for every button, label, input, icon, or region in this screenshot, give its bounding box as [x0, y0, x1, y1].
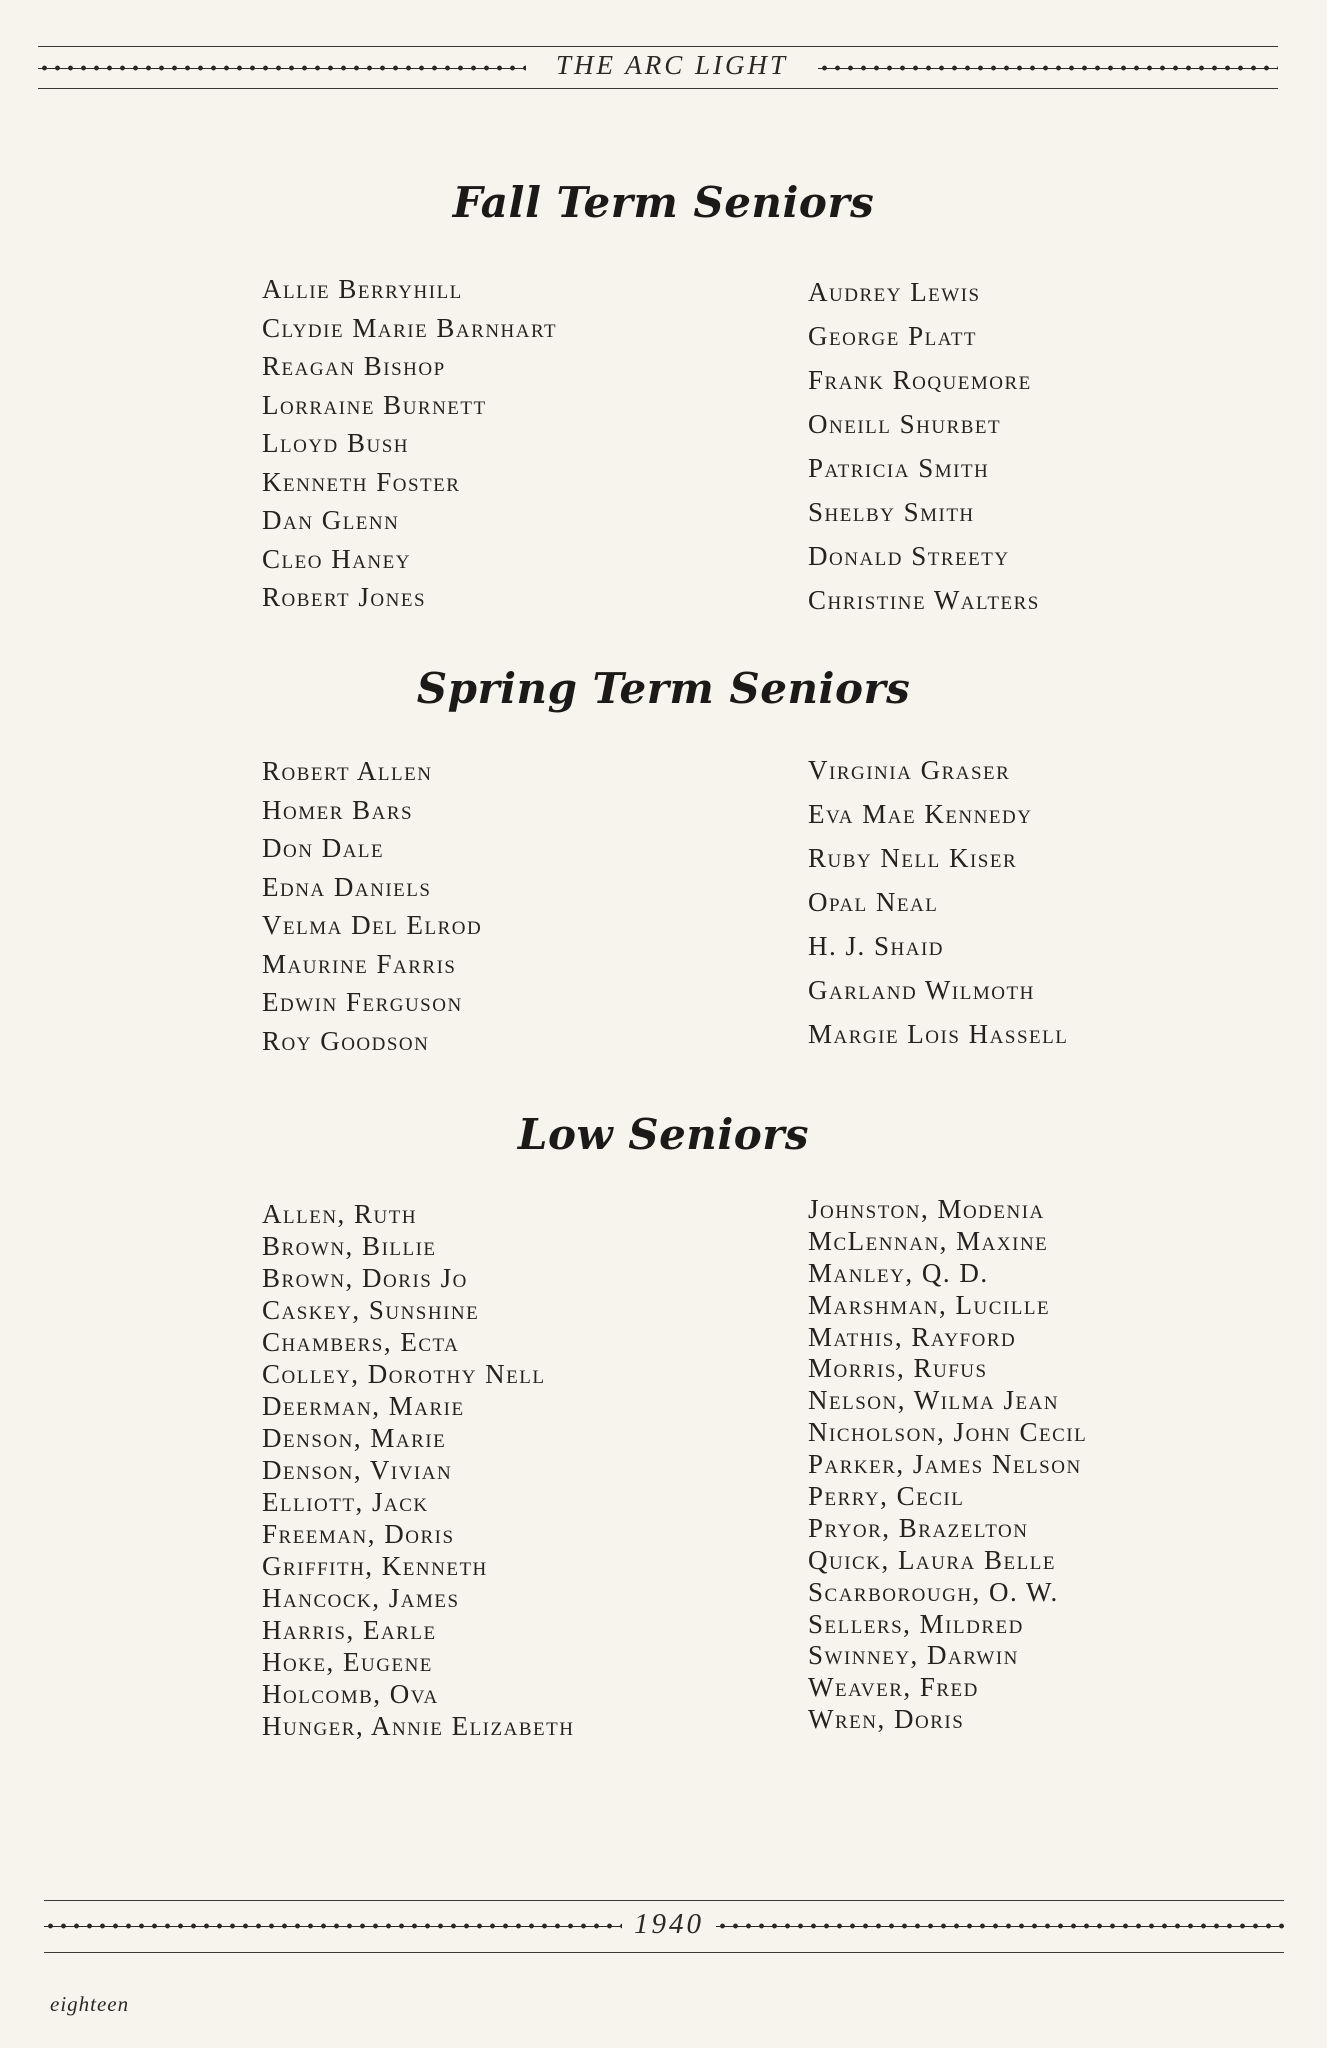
senior-name: Donald Streety	[808, 541, 1010, 571]
senior-name: Velma Del Elrod	[262, 910, 483, 940]
senior-name: Eva Mae Kennedy	[808, 799, 1033, 829]
senior-name: Harris, Earle	[262, 1615, 437, 1645]
senior-name: Mathis, Rayford	[808, 1321, 1017, 1352]
senior-name: Oneill Shurbet	[808, 409, 1002, 439]
senior-name: Audrey Lewis	[808, 277, 981, 307]
footer-year: 1940	[634, 1908, 704, 1940]
header-bead-border-right	[818, 64, 1278, 72]
senior-name: Manley, Q. D.	[808, 1257, 989, 1288]
senior-name: Kenneth Foster	[262, 466, 461, 497]
senior-name: Nelson, Wilma Jean	[808, 1385, 1060, 1416]
senior-name: Frank Roquemore	[808, 365, 1032, 395]
senior-name: Nicholson, John Cecil	[808, 1417, 1088, 1448]
senior-name: H. J. Shaid	[808, 931, 945, 961]
senior-name: Johnston, Modenia	[808, 1194, 1045, 1224]
senior-name: Cleo Haney	[262, 543, 411, 574]
senior-name: Shelby Smith	[808, 497, 975, 527]
spring-term-list-left	[262, 752, 482, 1060]
senior-name: Ruby Nell Kiser	[808, 843, 1018, 873]
senior-name: Allie Berryhill	[262, 274, 463, 304]
senior-name: Opal Neal	[808, 887, 939, 917]
page-header	[38, 44, 1278, 92]
senior-name: Clydie Marie Barnhart	[262, 312, 558, 343]
spring-term-heading: Spring Term Seniors	[416, 664, 911, 713]
senior-name: Robert Allen	[262, 756, 433, 786]
senior-name: Margie Lois Hassell	[808, 1019, 1069, 1049]
senior-name: McLennan, Maxine	[808, 1225, 1049, 1256]
page-footer	[44, 1896, 1284, 1956]
senior-name: Reagan Bishop	[262, 351, 446, 381]
senior-name: Hancock, James	[262, 1583, 460, 1613]
header-top-rule	[38, 46, 1278, 47]
senior-name: Sellers, Mildred	[808, 1608, 1024, 1639]
publication-title: THE ARC LIGHT	[555, 50, 789, 80]
senior-name: Patricia Smith	[808, 453, 990, 483]
low-seniors-list-right	[808, 1194, 1087, 1736]
footer-top-rule	[44, 1900, 1284, 1901]
footer-bottom-rule	[44, 1952, 1284, 1953]
senior-name: Allen, Ruth	[262, 1199, 418, 1229]
senior-name: Griffith, Kenneth	[262, 1551, 488, 1581]
fall-term-heading: Fall Term Seniors	[452, 178, 875, 227]
senior-name: George Platt	[808, 321, 978, 351]
header-bead-border-left	[38, 64, 526, 72]
senior-name: Marshman, Lucille	[808, 1289, 1051, 1320]
senior-name: Denson, Vivian	[262, 1455, 453, 1485]
senior-name: Lloyd Bush	[262, 428, 410, 458]
senior-name: Scarborough, O. W.	[808, 1576, 1059, 1607]
senior-name: Quick, Laura Belle	[808, 1544, 1056, 1575]
senior-name: Pryor, Brazelton	[808, 1512, 1029, 1543]
senior-name: Morris, Rufus	[808, 1353, 988, 1384]
senior-name: Perry, Cecil	[808, 1481, 965, 1512]
low-seniors-list-left	[262, 1198, 574, 1742]
fall-term-list-right	[808, 270, 1040, 622]
senior-name: Roy Goodson	[262, 1025, 430, 1056]
footer-bead-border-right	[716, 1922, 1284, 1930]
senior-name: Denson, Marie	[262, 1423, 447, 1453]
senior-name: Hunger, Annie Elizabeth	[262, 1711, 575, 1741]
fall-term-list-left	[262, 270, 557, 617]
senior-name: Weaver, Fred	[808, 1672, 979, 1703]
senior-name: Colley, Dorothy Nell	[262, 1359, 546, 1389]
senior-name: Robert Jones	[262, 582, 427, 612]
spring-term-list-right	[808, 748, 1068, 1056]
senior-name: Caskey, Sunshine	[262, 1295, 480, 1325]
senior-name: Elliott, Jack	[262, 1487, 429, 1517]
senior-name: Don Dale	[262, 833, 385, 863]
senior-name: Dan Glenn	[262, 505, 400, 535]
footer-bead-border-left	[44, 1922, 622, 1930]
senior-name: Maurine Farris	[262, 948, 457, 979]
senior-name: Wren, Doris	[808, 1704, 965, 1735]
senior-name: Parker, James Nelson	[808, 1449, 1082, 1480]
senior-name: Edwin Ferguson	[262, 987, 463, 1017]
senior-name: Edna Daniels	[262, 871, 432, 902]
senior-name: Chambers, Ecta	[262, 1327, 460, 1357]
senior-name: Freeman, Doris	[262, 1519, 455, 1549]
senior-name: Garland Wilmoth	[808, 975, 1035, 1005]
header-bottom-rule	[38, 88, 1278, 89]
senior-name: Lorraine Burnett	[262, 389, 487, 420]
senior-name: Hoke, Eugene	[262, 1647, 433, 1677]
low-seniors-heading: Low Seniors	[517, 1110, 810, 1159]
senior-name: Swinney, Darwin	[808, 1640, 1019, 1671]
page-number-label: eighteen	[50, 1992, 130, 2016]
senior-name: Homer Bars	[262, 794, 414, 825]
senior-name: Brown, Billie	[262, 1231, 437, 1261]
senior-name: Virginia Graser	[808, 755, 1011, 785]
senior-name: Christine Walters	[808, 585, 1040, 615]
senior-name: Deerman, Marie	[262, 1391, 465, 1421]
senior-name: Brown, Doris Jo	[262, 1263, 468, 1293]
senior-name: Holcomb, Ova	[262, 1679, 439, 1709]
